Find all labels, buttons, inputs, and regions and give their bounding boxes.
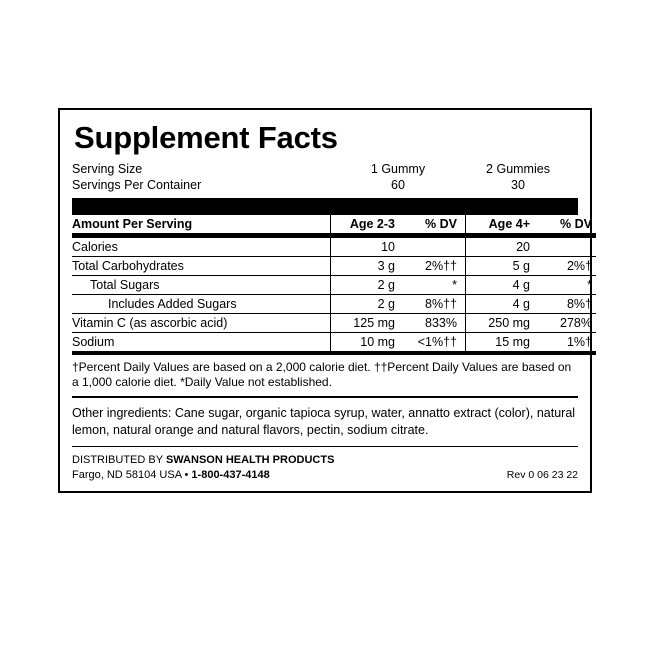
row-name-total-sugars: Total Sugars <box>72 275 331 294</box>
row-name-total-carbohydrates: Total Carbohydrates <box>72 256 331 275</box>
table-row <box>72 161 578 177</box>
row-name-includes-added-sugars: Includes Added Sugars <box>72 294 331 313</box>
address-prefix: Fargo, ND 58104 USA • <box>72 469 192 482</box>
table-row <box>72 294 596 313</box>
table-row <box>72 235 596 256</box>
header-amount-per-serving: Amount Per Serving <box>72 215 331 236</box>
serving-size-label: Serving Size <box>72 161 143 176</box>
header-dv-2: % DV <box>536 215 596 236</box>
black-divider-bar <box>72 198 578 215</box>
row-value-calories-d <box>536 235 596 256</box>
other-ingredients-text: Other ingredients: Cane sugar, organic tapioca syrup, water, annatto extract (color), natural lemon, natural orange and natural flavors, pectin, sodium citrate. <box>72 405 578 448</box>
row-value-added-sugars-a: 2 g <box>331 294 402 313</box>
row-value-calories-a: 10 <box>331 235 402 256</box>
distributor-line <box>72 453 578 468</box>
revision-code: Rev 0 06 23 22 <box>506 469 578 482</box>
row-value-vitamin-c-a: 125 mg <box>331 313 402 332</box>
table-row <box>72 275 596 294</box>
row-value-total-sugars-d: * <box>536 275 596 294</box>
row-value-calories-c: 20 <box>466 235 537 256</box>
row-name-sodium: Sodium <box>72 332 331 353</box>
row-value-vitamin-c-d: 278% <box>536 313 596 332</box>
serving-size-col2: 2 Gummies <box>486 161 550 176</box>
serving-size-col1: 1 Gummy <box>370 161 426 176</box>
row-value-total-carbohydrates-b: 2%†† <box>401 256 466 275</box>
distributor-name: SWANSON HEALTH PRODUCTS <box>165 454 335 467</box>
table-row <box>72 177 578 193</box>
row-value-vitamin-c-c: 250 mg <box>466 313 537 332</box>
row-value-sodium-d: 1%† <box>536 332 596 353</box>
row-value-added-sugars-b: 8%†† <box>401 294 466 313</box>
header-age-2-3: Age 2-3 <box>331 215 402 236</box>
row-value-added-sugars-c: 4 g <box>466 294 537 313</box>
distributor-address <box>72 468 270 483</box>
row-value-sodium-c: 15 mg <box>466 332 537 353</box>
page-title: Supplement Facts <box>74 120 338 155</box>
phone-number[interactable]: 1-800-437-4148 <box>191 469 270 482</box>
row-value-calories-b <box>401 235 466 256</box>
serving-info-table <box>72 161 578 193</box>
row-value-total-carbohydrates-c: 5 g <box>466 256 537 275</box>
nutrition-table <box>72 215 596 355</box>
row-name-vitamin-c: Vitamin C (as ascorbic acid) <box>72 313 331 332</box>
row-value-total-carbohydrates-a: 3 g <box>331 256 402 275</box>
servings-per-container-col2: 30 <box>511 177 525 192</box>
row-value-total-sugars-c: 4 g <box>466 275 537 294</box>
address-revision-row <box>72 468 578 483</box>
row-value-added-sugars-d: 8%† <box>536 294 596 313</box>
row-name-calories: Calories <box>72 235 331 256</box>
servings-per-container-col1: 60 <box>391 177 405 192</box>
row-value-sodium-a: 10 mg <box>331 332 402 353</box>
row-value-total-sugars-b: * <box>401 275 466 294</box>
daily-value-footnote: †Percent Daily Values are based on a 2,000 calorie diet. ††Percent Daily Values are based on a 1,000 calorie diet. *Daily Value not established. <box>72 360 578 398</box>
row-value-vitamin-c-b: 833% <box>401 313 466 332</box>
supplement-facts-panel <box>58 108 592 493</box>
table-header-row <box>72 215 596 236</box>
table-row <box>72 313 596 332</box>
row-value-total-carbohydrates-d: 2%† <box>536 256 596 275</box>
table-row <box>72 332 596 353</box>
table-row <box>72 256 596 275</box>
distributed-by-prefix: DISTRIBUTED BY <box>72 454 166 467</box>
row-value-sodium-b: <1%†† <box>401 332 466 353</box>
header-age-4-plus: Age 4+ <box>466 215 537 236</box>
header-dv-1: % DV <box>401 215 466 236</box>
row-value-total-sugars-a: 2 g <box>331 275 402 294</box>
distributor-block <box>72 453 578 483</box>
servings-per-container-label: Servings Per Container <box>72 177 202 192</box>
